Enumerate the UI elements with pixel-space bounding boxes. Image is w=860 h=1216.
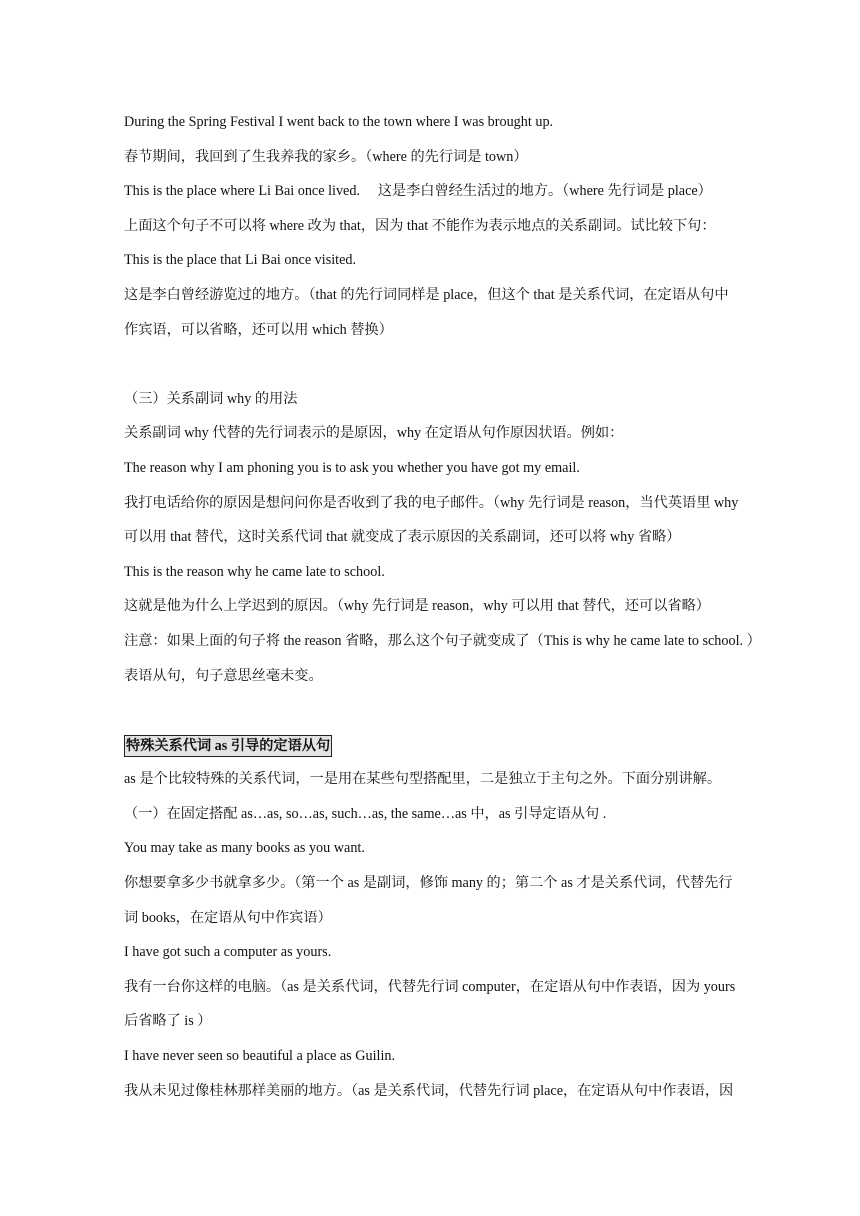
text-line: This is the place where Li Bai once lived. 这是李白曾经生活过的地方。（where 先行词是 place） xyxy=(124,183,712,200)
subsection-title: （一）在固定搭配 as…as, so…as, such…as, the same…as 中，as 引导定语从句 . xyxy=(124,805,607,822)
text-line: 注意：如果上面的句子将 the reason 省略，那么这个句子就变成了（This is why he came late to school. ） xyxy=(124,632,761,649)
text-line: 关系副词 why 代替的先行词表示的是原因，why 在定语从句作原因状语。例如： xyxy=(124,425,624,442)
blank-line xyxy=(124,350,788,385)
text-line: 词 books，在定语从句中作宾语） xyxy=(124,909,332,926)
text-line: 我从未见过像桂林那样美丽的地方。（as 是关系代词，代替先行词 place，在定语从句中作表语，因 xyxy=(124,1082,734,1099)
text-line: 你想要拿多少书就拿多少。（第一个 as 是副词，修饰 many 的；第二个 as 才是关系代词，代替先行 xyxy=(124,875,733,892)
text-line: I have never seen so beautiful a place as Guilin. xyxy=(124,1048,396,1065)
text-line: 我有一台你这样的电脑。（as 是关系代词，代替先行词 computer，在定语从句中作表语，因为 yours xyxy=(124,978,736,995)
text-line: 表语从句，句子意思丝毫未变。 xyxy=(124,667,323,684)
subsection-title: （三）关系副词 why 的用法 xyxy=(124,390,298,407)
text-line: This is the place that Li Bai once visited. xyxy=(124,252,357,269)
text-line: 作宾语，可以省略，还可以用 which 替换） xyxy=(124,321,393,338)
text-line: as 是个比较特殊的关系代词，一是用在某些句型搭配里，二是独立于主句之外。下面分别讲解。 xyxy=(124,771,722,788)
text-line: 后省略了 is ） xyxy=(124,1013,212,1030)
text-line: 这就是他为什么上学迟到的原因。（why 先行词是 reason，why 可以用 that 替代，还可以省略） xyxy=(124,598,710,615)
section-heading-row xyxy=(124,731,788,766)
text-line: You may take as many books as you want. xyxy=(124,840,365,857)
text-line: This is the reason why he came late to school. xyxy=(124,563,385,580)
document-body xyxy=(124,108,788,1111)
text-line: 春节期间，我回到了生我养我的家乡。（where 的先行词是 town） xyxy=(124,148,528,165)
text-line: I have got such a computer as yours. xyxy=(124,944,332,961)
text-line: 上面这个句子不可以将 where 改为 that，因为 that 不能作为表示地点的关系副词。试比较下句： xyxy=(124,217,716,234)
text-line: The reason why I am phoning you is to ask you whether you have got my email. xyxy=(124,459,580,476)
text-line: 可以用 that 替代，这时关系代词 that 就变成了表示原因的关系副词，还可以将 why 省略） xyxy=(124,529,681,546)
text-line: During the Spring Festival I went back to the town where I was brought up. xyxy=(124,114,554,130)
section-heading: 特殊关系代词 as 引导的定语从句 xyxy=(124,735,332,757)
text-line: 这是李白曾经游览过的地方。（that 的先行词同样是 place，但这个 that 是关系代词，在定语从句中 xyxy=(124,286,729,303)
text-line: 我打电话给你的原因是想问问你是否收到了我的电子邮件。（why 先行词是 reason，当代英语里 why xyxy=(124,494,739,511)
blank-line xyxy=(124,696,788,731)
